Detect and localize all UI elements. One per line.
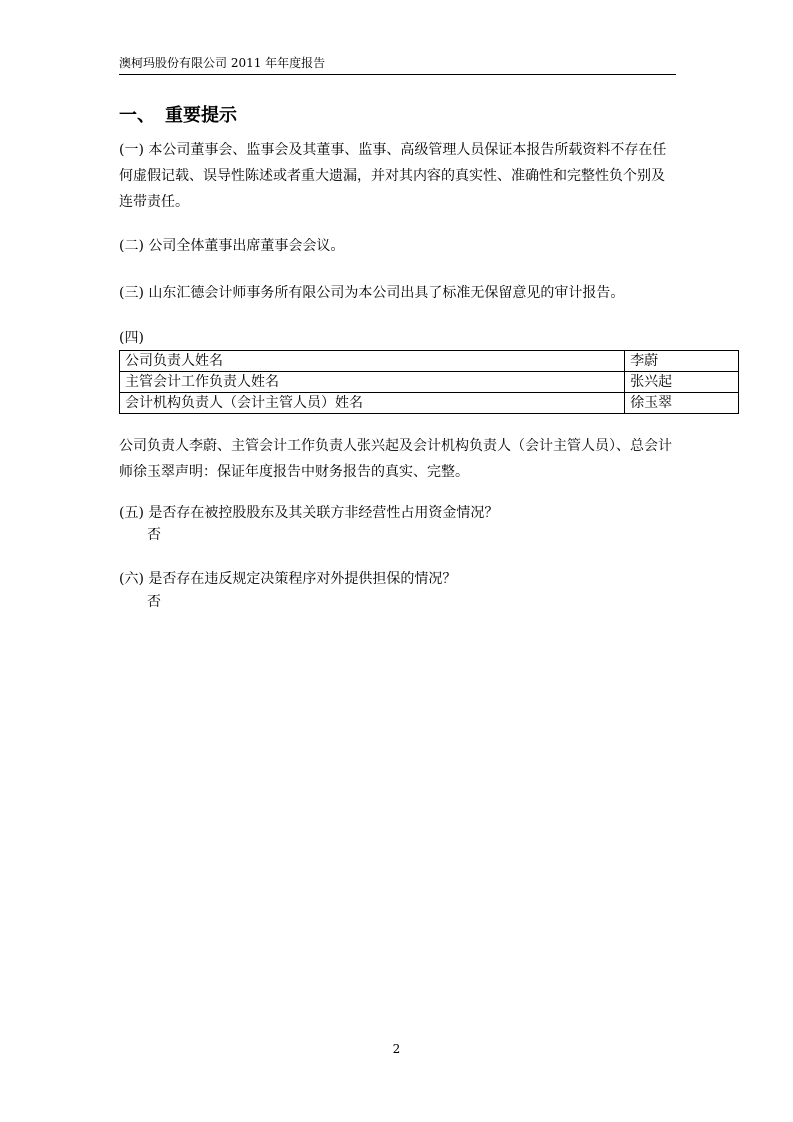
table-row	[120, 351, 739, 372]
table-row	[120, 393, 739, 414]
section-heading	[119, 104, 237, 128]
table-cell-role: 公司负责人姓名	[120, 351, 625, 372]
section-number: 一、	[119, 105, 155, 126]
section-title: 重要提示	[165, 105, 237, 126]
table-row	[120, 372, 739, 393]
table-cell-role: 主管会计工作负责人姓名	[120, 372, 625, 393]
page-number: 2	[392, 1042, 401, 1056]
responsibility-table	[119, 350, 739, 414]
question-fund-occupation: (五) 是否存在被控股股东及其关联方非经营性占用资金情况？	[119, 505, 499, 521]
question-guarantee-violation: (六) 是否存在违反规定决策程序对外提供担保的情况？	[119, 571, 457, 587]
running-header: 澳柯玛股份有限公司 2011 年年度报告	[119, 55, 676, 75]
answer-guarantee-violation: 否	[147, 594, 161, 610]
table-cell-name: 张兴起	[625, 372, 739, 393]
paragraph-four-label: (四)	[119, 330, 144, 346]
table-cell-name: 徐玉翠	[625, 393, 739, 414]
paragraph-financial-statement-declaration: 公司负责人李蔚、主管会计工作负责人张兴起及会计机构负责人（会计主管人员）、总会计师徐玉翠声明：保证年度报告中财务报告的真实、完整。	[119, 438, 672, 480]
paragraph-audit-opinion: (三) 山东汇德会计师事务所有限公司为本公司出具了标准无保留意见的审计报告。	[119, 285, 625, 301]
table-cell-name: 李蔚	[625, 351, 739, 372]
table-cell-role: 会计机构负责人（会计主管人员）姓名	[120, 393, 625, 414]
paragraph-guarantee: (一) 本公司董事会、监事会及其董事、监事、高级管理人员保证本报告所载资料不存在任何虚假记载、误导性陈述或者重大遗漏，并对其内容的真实性、准确性和完整性负个别及连带责任。	[119, 142, 667, 210]
paragraph-board-attendance: (二) 公司全体董事出席董事会会议。	[119, 238, 345, 254]
answer-fund-occupation: 否	[147, 527, 161, 543]
